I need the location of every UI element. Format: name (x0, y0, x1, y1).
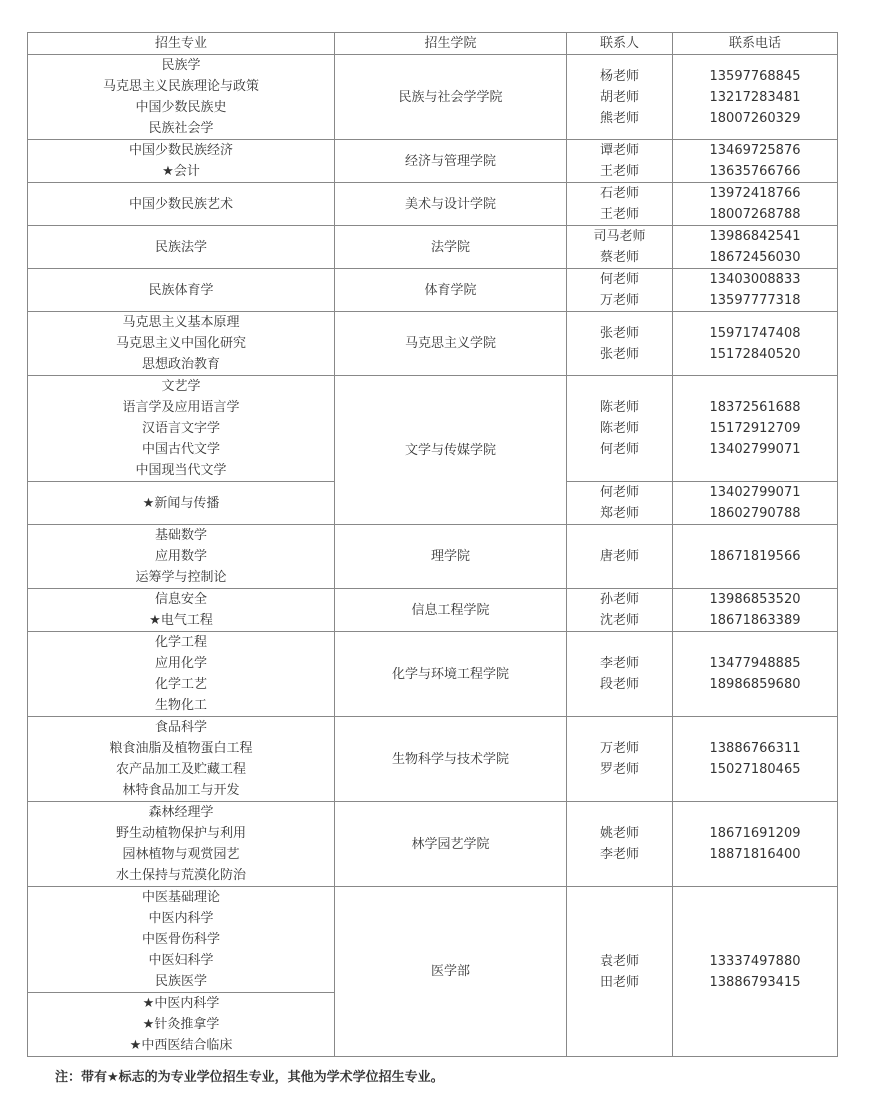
table-body (28, 55, 838, 1057)
major-cell-line: 食品科学 (154, 720, 207, 735)
phone-cell (673, 312, 838, 376)
phone-cell (673, 589, 838, 632)
table-row (28, 802, 838, 887)
phone-cell-line: 15172840520 (709, 346, 801, 362)
college-cell: 民族与社会学学院 (335, 55, 567, 140)
major-cell-line: ★会计 (162, 164, 200, 179)
major-cell-line: ★新闻与传播 (142, 495, 220, 511)
major-cell-line: 林特食品加工与开发 (122, 783, 240, 798)
major-cell-line: 应用化学 (154, 656, 207, 671)
contact-cell-line: 熊老师 (599, 110, 639, 126)
phone-cell-line: 18871816400 (709, 847, 801, 862)
major-cell-line: 化学工程 (154, 635, 207, 650)
major-cell-line: 中国古代文学 (141, 442, 220, 457)
phone-cell-line: 13986853520 (709, 592, 801, 607)
college-cell: 文学与传媒学院 (335, 376, 567, 525)
contact-cell (567, 140, 673, 183)
contact-cell-line: 段老师 (599, 677, 639, 692)
college-cell: 医学部 (335, 887, 567, 1057)
contact-cell-line: 李老师 (599, 847, 639, 862)
contact-cell-line: 司马老师 (593, 229, 646, 244)
major-cell (28, 717, 335, 802)
contact-cell-line: 唐老师 (599, 549, 639, 564)
phone-cell (673, 226, 838, 269)
contact-cell-line: 李老师 (599, 656, 639, 671)
contact-cell-line: 张老师 (599, 325, 639, 341)
contact-cell-line: 何老师 (599, 485, 639, 500)
contact-cell-line: 陈老师 (599, 421, 639, 436)
contact-cell (567, 183, 673, 226)
major-cell-line: 农产品加工及贮藏工程 (115, 762, 246, 777)
contact-cell-line: 沈老师 (599, 613, 639, 628)
phone-cell (673, 140, 838, 183)
major-cell-line: 民族社会学 (148, 121, 214, 136)
major-cell-line: 信息安全 (154, 592, 207, 607)
major-cell-line: 马克思主义中国化研究 (115, 336, 246, 351)
contact-cell-line: 王老师 (599, 164, 639, 179)
contact-cell-line: 罗老师 (599, 762, 639, 777)
contact-cell-line: 郑老师 (599, 506, 639, 521)
major-cell (28, 887, 335, 993)
phone-cell-line: 15971747408 (709, 325, 801, 341)
major-cell-line: 粮食油脂及植物蛋白工程 (109, 741, 253, 756)
header-phone: 联系电话 (673, 33, 838, 55)
table-row (28, 226, 838, 269)
table-row (28, 525, 838, 589)
major-cell-line: 森林经理学 (148, 805, 214, 820)
contact-cell-line: 谭老师 (599, 143, 639, 158)
phone-cell (673, 376, 838, 482)
contact-cell-line: 袁老师 (599, 953, 639, 969)
table-row (28, 269, 838, 312)
college-cell: 体育学院 (335, 269, 567, 312)
major-cell (28, 802, 335, 887)
college-cell: 理学院 (335, 525, 567, 589)
contact-cell (567, 55, 673, 140)
footnote: 注：带有★标志的为专业学位招生专业，其他为学术学位招生专业。 (55, 1070, 444, 1085)
college-cell: 经济与管理学院 (335, 140, 567, 183)
phone-cell-line: 13477948885 (709, 656, 801, 671)
phone-cell (673, 183, 838, 226)
college-cell: 马克思主义学院 (335, 312, 567, 376)
contact-cell-line: 万老师 (599, 741, 639, 756)
contact-cell (567, 802, 673, 887)
header-college: 招生学院 (335, 33, 567, 55)
major-cell-line: 应用数学 (154, 549, 207, 564)
contact-cell (567, 632, 673, 717)
phone-cell-line: 18671819566 (709, 549, 801, 564)
major-cell-line: ★中医内科学 (142, 996, 220, 1011)
phone-cell-line: 18671863389 (709, 613, 801, 628)
table-row (28, 376, 838, 482)
major-cell-line: 马克思主义基本原理 (122, 315, 240, 330)
major-cell-line: 中国现当代文学 (135, 463, 227, 478)
major-cell (28, 55, 335, 140)
major-cell (28, 312, 335, 376)
phone-cell (673, 632, 838, 717)
major-cell-line: 中医妇科学 (148, 953, 214, 968)
contact-cell (567, 887, 673, 1057)
college-cell: 化学与环境工程学院 (335, 632, 567, 717)
header-contact: 联系人 (567, 33, 673, 55)
contact-cell-line: 何老师 (599, 442, 639, 457)
major-cell-line: 化学工艺 (154, 677, 207, 692)
major-cell-line: 中医基础理论 (141, 890, 220, 905)
major-cell (28, 376, 335, 482)
phone-cell-line: 13402799071 (709, 442, 801, 457)
major-cell (28, 269, 335, 312)
major-cell-line: 水土保持与荒漠化防治 (115, 868, 246, 883)
phone-cell (673, 482, 838, 525)
phone-cell (673, 717, 838, 802)
college-cell: 信息工程学院 (335, 589, 567, 632)
contact-cell-line: 蔡老师 (599, 250, 639, 265)
major-cell-line: ★中西医结合临床 (129, 1038, 233, 1053)
major-cell-line: 文艺学 (161, 379, 201, 394)
major-cell-line: 中国少数民族史 (135, 100, 227, 115)
contact-cell-line: 何老师 (599, 272, 639, 287)
phone-cell-line: 18372561688 (709, 400, 801, 415)
phone-cell-line: 18007268788 (709, 207, 801, 222)
table-row (28, 312, 838, 376)
college-cell: 法学院 (335, 226, 567, 269)
phone-cell-line: 13597777318 (709, 293, 801, 308)
phone-cell (673, 269, 838, 312)
contact-cell-line: 石老师 (599, 186, 639, 201)
major-cell-line: 民族学 (161, 58, 201, 73)
major-cell-line: ★针灸推拿学 (142, 1017, 220, 1032)
major-cell-line: 中医内科学 (148, 911, 214, 926)
contact-cell-line: 陈老师 (599, 400, 639, 415)
major-cell (28, 183, 335, 226)
major-cell-line: 野生动植物保护与利用 (115, 826, 246, 841)
major-cell-line: 民族体育学 (148, 282, 214, 298)
major-cell-line: 中国少数民族艺术 (128, 196, 233, 212)
major-cell-line: 生物化工 (154, 698, 207, 713)
phone-cell-line: 13886766311 (709, 741, 801, 756)
major-cell-line: 中医骨伤科学 (141, 932, 220, 947)
major-cell-line: 中国少数民族经济 (128, 143, 233, 158)
contact-cell-line: 万老师 (599, 293, 639, 308)
phone-cell-line: 13403008833 (709, 272, 801, 287)
contact-cell (567, 226, 673, 269)
major-cell-line: 园林植物与观赏园艺 (122, 847, 240, 862)
major-cell-line: 民族法学 (154, 239, 207, 255)
contact-cell (567, 312, 673, 376)
phone-cell-line: 13469725876 (709, 143, 801, 158)
table-header-row (28, 33, 838, 55)
phone-cell-line: 13217283481 (709, 89, 801, 105)
table-row (28, 632, 838, 717)
contact-cell (567, 376, 673, 482)
college-cell: 生物科学与技术学院 (335, 717, 567, 802)
contact-cell-line: 姚老师 (599, 826, 639, 841)
table-row (28, 140, 838, 183)
major-cell-line: 运筹学与控制论 (135, 570, 227, 585)
contact-cell (567, 717, 673, 802)
major-cell (28, 632, 335, 717)
phone-cell (673, 55, 838, 140)
phone-cell-line: 15027180465 (709, 762, 801, 777)
phone-cell-line: 18672456030 (709, 250, 801, 265)
major-cell-line: 汉语言文字学 (141, 421, 220, 436)
major-cell-line: 民族医学 (154, 974, 207, 989)
contact-cell-line: 胡老师 (599, 89, 639, 105)
major-cell (28, 589, 335, 632)
phone-cell-line: 13597768845 (709, 68, 801, 84)
college-cell: 美术与设计学院 (335, 183, 567, 226)
contact-cell-line: 杨老师 (599, 68, 639, 84)
college-cell: 林学园艺学院 (335, 802, 567, 887)
table-row (28, 589, 838, 632)
major-cell (28, 140, 335, 183)
table-row (28, 183, 838, 226)
contact-cell (567, 589, 673, 632)
phone-cell-line: 13402799071 (709, 485, 801, 500)
table-row (28, 887, 838, 993)
admissions-table (27, 32, 838, 1057)
contact-cell (567, 525, 673, 589)
phone-cell-line: 13337497880 (709, 953, 801, 969)
major-cell-line: 思想政治教育 (141, 357, 220, 372)
contact-cell-line: 王老师 (599, 207, 639, 222)
contact-cell (567, 269, 673, 312)
major-cell-line: 基础数学 (154, 528, 207, 543)
phone-cell-line: 13886793415 (709, 974, 801, 990)
phone-cell (673, 525, 838, 589)
major-cell (28, 226, 335, 269)
contact-cell-line: 田老师 (599, 974, 639, 990)
phone-cell-line: 18007260329 (709, 110, 801, 126)
phone-cell-line: 15172912709 (709, 421, 801, 436)
contact-cell-line: 孙老师 (599, 592, 639, 607)
major-cell (28, 482, 335, 525)
header-major: 招生专业 (28, 33, 335, 55)
phone-cell-line: 18986859680 (709, 677, 801, 692)
contact-cell (567, 482, 673, 525)
major-cell (28, 525, 335, 589)
major-cell-line: 马克思主义民族理论与政策 (102, 79, 259, 94)
major-cell-line: 语言学及应用语言学 (122, 400, 240, 415)
phone-cell-line: 13635766766 (709, 164, 801, 179)
table-row (28, 55, 838, 140)
phone-cell-line: 18602790788 (709, 506, 801, 521)
phone-cell (673, 802, 838, 887)
major-cell-line: ★电气工程 (149, 613, 213, 628)
phone-cell (673, 887, 838, 1057)
contact-cell-line: 张老师 (599, 346, 639, 362)
phone-cell-line: 13972418766 (709, 186, 801, 201)
phone-cell-line: 13986842541 (709, 229, 801, 244)
major-cell (28, 993, 335, 1057)
phone-cell-line: 18671691209 (709, 826, 801, 841)
table-row (28, 717, 838, 802)
